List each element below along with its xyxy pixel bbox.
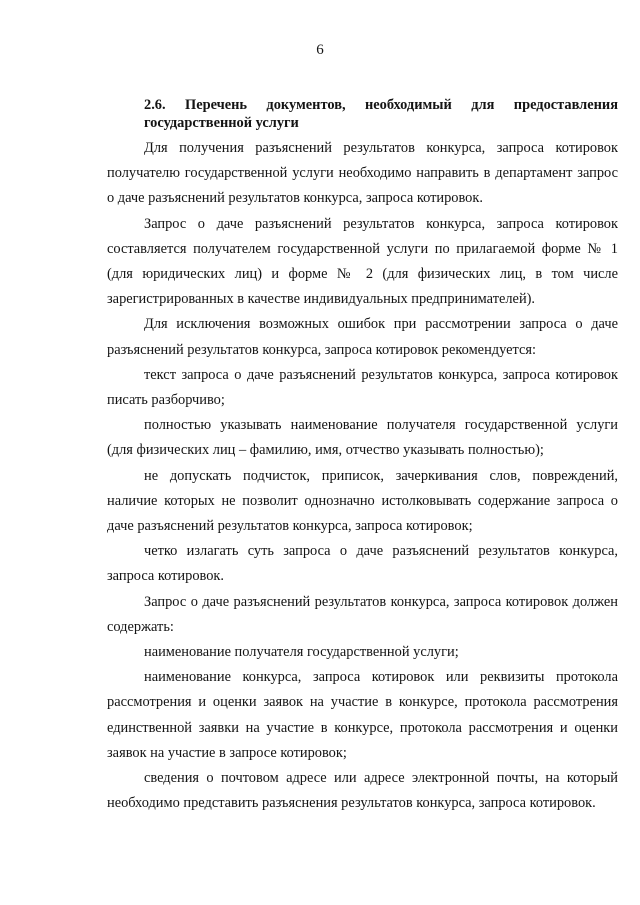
- paragraph-9: наименование получателя государственной услуги;: [144, 644, 459, 661]
- paragraph-7: четко излагать суть запроса о даче разъяснений результатов конкурса, запроса котировок.: [107, 543, 618, 585]
- paragraph-10: наименование конкурса, запроса котировок или реквизиты протокола рассмотрения и оценки заявок на участие в конкурсе, протокола рассмотрения единственной заявки на участие в конкурсе, протокола рассмотрения и оценки заявок на участие в запросе котировок;: [107, 669, 618, 761]
- paragraph-6: не допускать подчисток, приписок, зачеркивания слов, повреждений, наличие которых не позволит однозначно истолковывать содержание запроса о даче разъяснений результатов конкурса, запроса котировок;: [107, 467, 618, 535]
- paragraph-11: сведения о почтовом адресе или адресе электронной почты, на который необходимо представить разъяснения результатов конкурса, запроса котировок.: [107, 770, 618, 812]
- paragraph-3: Для исключения возможных ошибок при рассмотрении запроса о даче разъяснений результатов конкурса, запроса котировок рекомендуется:: [107, 316, 618, 358]
- paragraph-1: Для получения разъяснений результатов конкурса, запроса котировок получателю государственной услуги необходимо направить в департамент запрос о даче разъяснений результатов конкурса, запроса котировок.: [107, 140, 618, 207]
- paragraph-2: Запрос о даче разъяснений результатов конкурса, запроса котировок составляется получателем государственной услуги по прилагаемой форме № 1 (для юридических лиц) и форме № 2 (для физических лиц, в том числе зарегистрированных в качестве индивидуальных предпринимателей).: [107, 215, 618, 308]
- paragraph-8: Запрос о даче разъяснений результатов конкурса, запроса котировок должен содержать:: [107, 593, 618, 635]
- section-heading: 2.6. Перечень документов, необходимый для предоставления государственной услуги: [144, 97, 618, 131]
- page-number: 6: [316, 42, 324, 58]
- paragraph-4: текст запроса о даче разъяснений результатов конкурса, запроса котировок писать разборчиво;: [107, 366, 618, 409]
- document-body: [107, 96, 618, 816]
- paragraph-5: полностью указывать наименование получателя государственной услуги (для физических лиц – фамилию, имя, отчество указывать полностью);: [107, 417, 618, 459]
